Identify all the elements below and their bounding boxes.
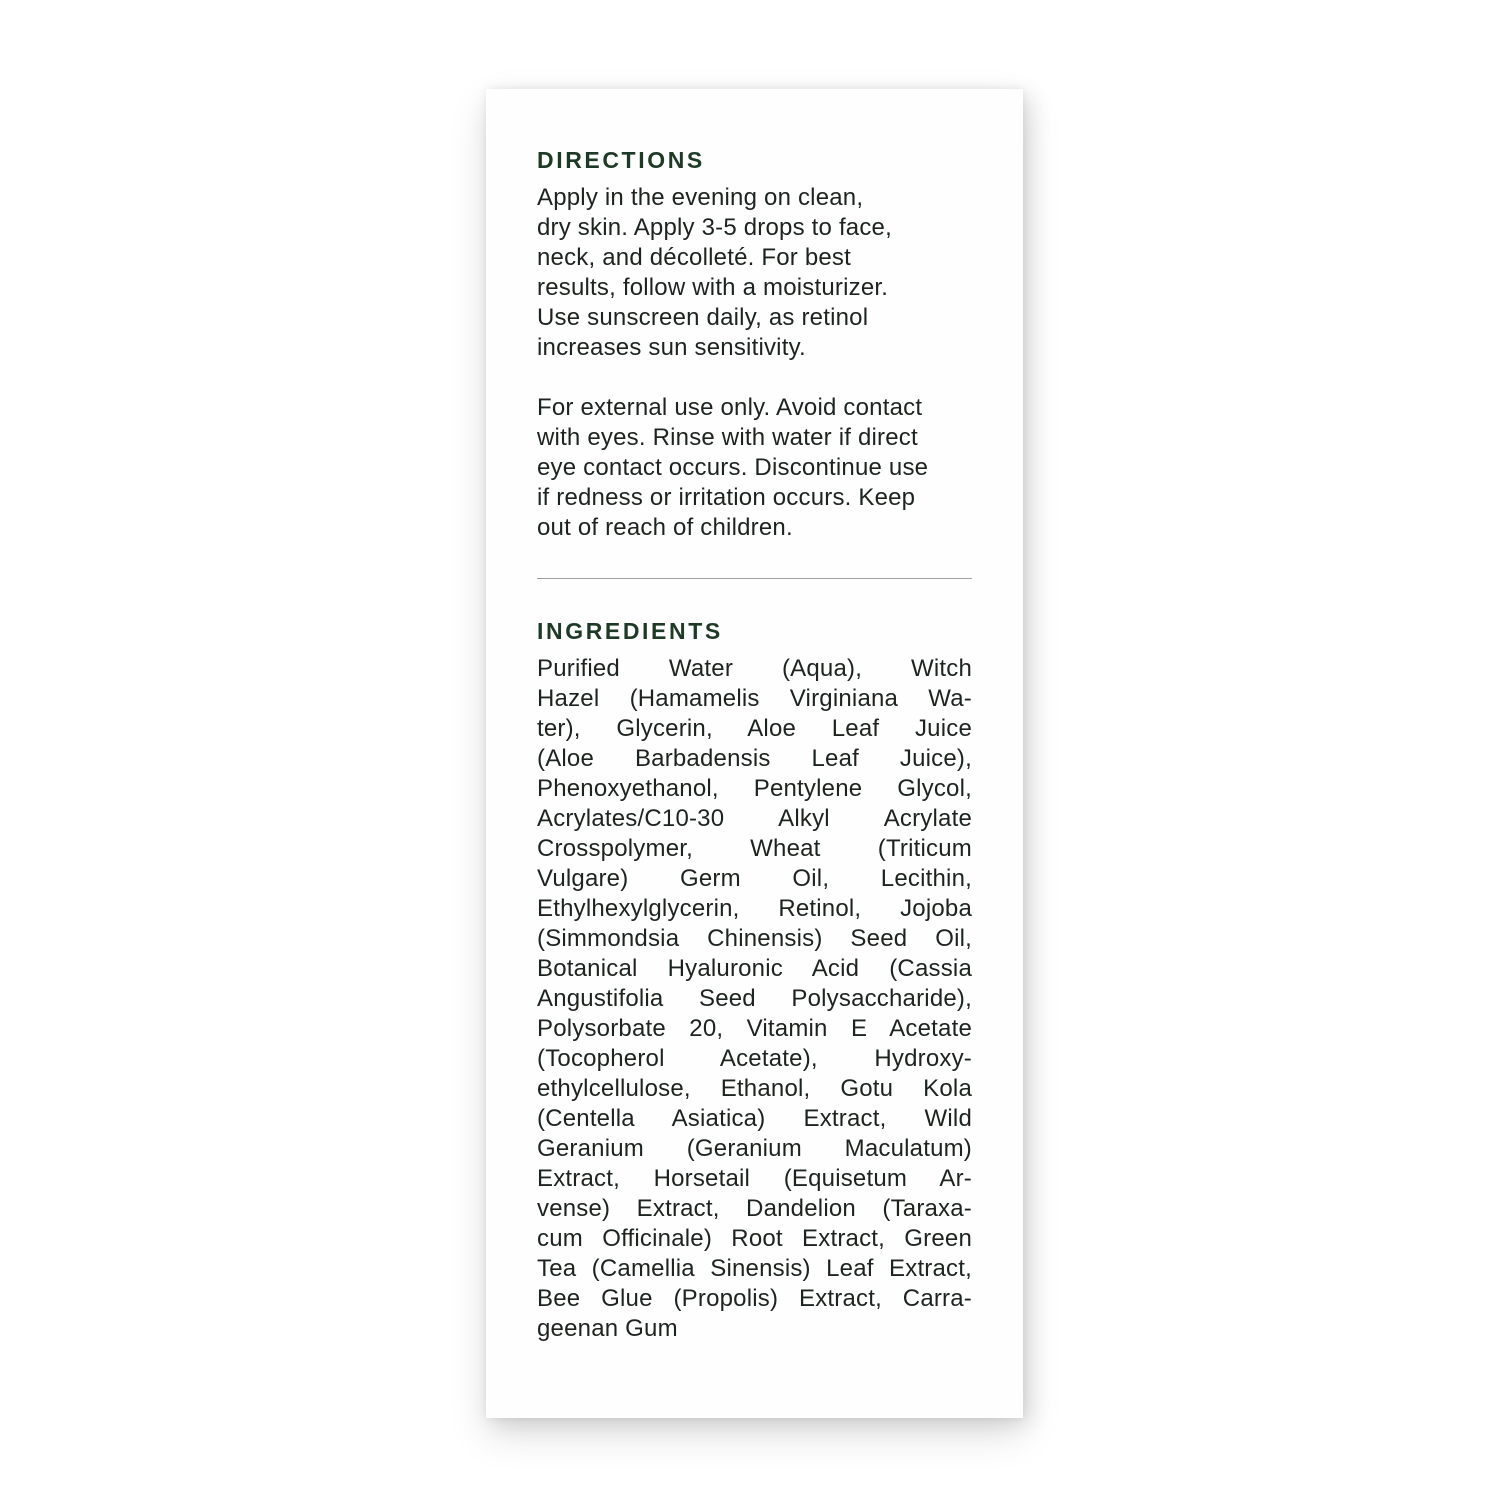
- text-line: Angustifolia Seed Polysaccharide),: [537, 985, 972, 1012]
- text-line: with eyes. Rinse with water if direct: [537, 424, 918, 451]
- text-line: Apply in the evening on clean,: [537, 184, 864, 211]
- text-line: (Tocopherol Acetate), Hydroxy-: [537, 1045, 972, 1072]
- text-line: Geranium (Geranium Maculatum): [537, 1135, 972, 1162]
- text-line: Vulgare) Germ Oil, Lecithin,: [537, 865, 972, 892]
- text-line: (Simmondsia Chinensis) Seed Oil,: [537, 925, 972, 952]
- section-divider: [537, 578, 972, 579]
- directions-usage-paragraph: [537, 183, 972, 363]
- ingredients-last-line: geenan Gum: [537, 1315, 678, 1342]
- text-line: cum Officinale) Root Extract, Green: [537, 1225, 972, 1252]
- text-line: increases sun sensitivity.: [537, 334, 806, 361]
- ingredients-section: [537, 617, 972, 1344]
- text-line: Tea (Camellia Sinensis) Leaf Extract,: [537, 1255, 972, 1282]
- text-line: ethylcellulose, Ethanol, Gotu Kola: [537, 1075, 972, 1102]
- text-line: (Centella Asiatica) Extract, Wild: [537, 1105, 972, 1132]
- ingredients-heading: INGREDIENTS: [537, 618, 723, 644]
- text-line: Bee Glue (Propolis) Extract, Carra-: [537, 1285, 972, 1312]
- ingredients-list-paragraph: [537, 654, 972, 1314]
- text-line: neck, and décolleté. For best: [537, 244, 851, 271]
- text-line: eye contact occurs. Discontinue use: [537, 454, 929, 481]
- text-line: ter), Glycerin, Aloe Leaf Juice: [537, 715, 972, 742]
- directions-heading: DIRECTIONS: [537, 147, 705, 173]
- text-line: vense) Extract, Dandelion (Taraxa-: [537, 1195, 972, 1222]
- text-line: results, follow with a moisturizer.: [537, 274, 889, 301]
- text-line: Hazel (Hamamelis Virginiana Wa-: [537, 685, 972, 712]
- text-line: Crosspolymer, Wheat (Triticum: [537, 835, 972, 862]
- text-line: Use sunscreen daily, as retinol: [537, 304, 869, 331]
- text-line: For external use only. Avoid contact: [537, 394, 923, 421]
- text-line: Extract, Horsetail (Equisetum Ar-: [537, 1165, 972, 1192]
- text-line: Polysorbate 20, Vitamin E Acetate: [537, 1015, 972, 1042]
- text-line: dry skin. Apply 3-5 drops to face,: [537, 214, 892, 241]
- text-line: out of reach of children.: [537, 514, 793, 541]
- text-line: if redness or irritation occurs. Keep: [537, 484, 916, 511]
- text-line: Phenoxyethanol, Pentylene Glycol,: [537, 775, 972, 802]
- text-line: (Aloe Barbadensis Leaf Juice),: [537, 745, 972, 772]
- text-line: Botanical Hyaluronic Acid (Cassia: [537, 955, 972, 982]
- text-line: Ethylhexylglycerin, Retinol, Jojoba: [537, 895, 972, 922]
- directions-warning-paragraph: [537, 393, 972, 543]
- directions-section: [537, 146, 972, 543]
- product-label-panel: [486, 89, 1023, 1418]
- text-line: Purified Water (Aqua), Witch: [537, 655, 972, 682]
- text-line: Acrylates/C10-30 Alkyl Acrylate: [537, 805, 972, 832]
